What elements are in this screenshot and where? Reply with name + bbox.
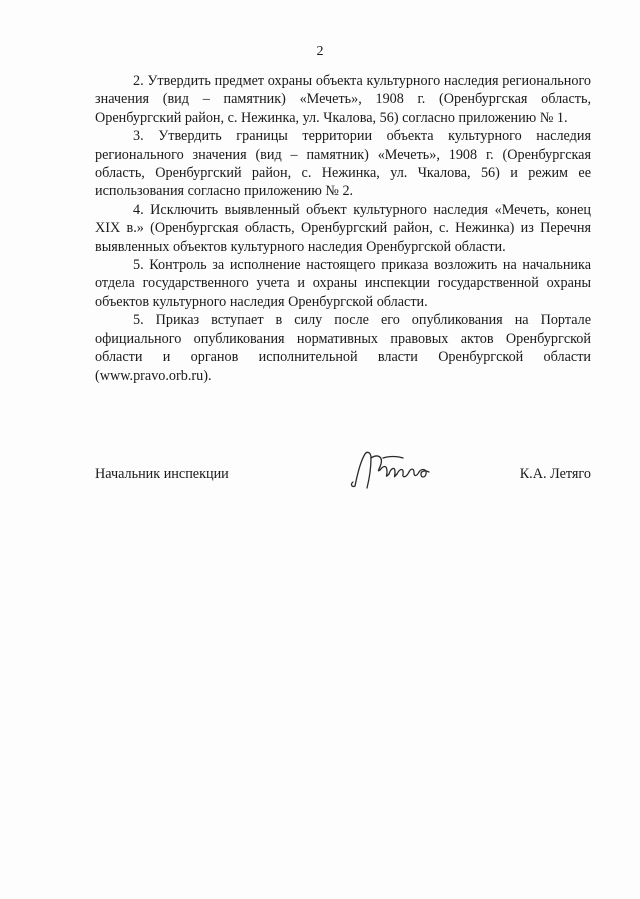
paragraph-item-4: 4. Исключить выявленный объект культурного наследия «Мечеть, конец XIX в.» (Оренбургская область, Оренбургский район, с. Нежинка) из Перечня выявленных объектов культурного наследия Оренбургской области. bbox=[95, 201, 591, 255]
signatory-name: К.А. Летяго bbox=[519, 466, 591, 482]
signatory-position: Начальник инспекции bbox=[95, 466, 229, 482]
paragraph-item-2: 2. Утвердить предмет охраны объекта культурного наследия регионального значения (вид – памятник) «Мечеть», 1908 г. (Оренбургская область, Оренбургский район, с. Нежинка, ул. Чкалова, 56) согласно приложению № 1. bbox=[95, 73, 591, 126]
paragraph-item-5-control: 5. Контроль за исполнение настоящего приказа возложить на начальника отдела государственного учета и охраны инспекции государственной охраны объектов культурного наследия Оренбургской области. bbox=[95, 257, 591, 310]
handwritten-signature bbox=[347, 446, 447, 496]
signature-block bbox=[95, 458, 591, 498]
paragraph-item-5-effective: 5. Приказ вступает в силу после его опубликования на Портале официального опубликования нормативных правовых актов Оренбургской области и органов исполнительной власти Оренбургской области (www.pravo.orb.ru). bbox=[95, 312, 591, 384]
document-body bbox=[95, 72, 591, 385]
page-number: 2 bbox=[316, 44, 324, 59]
paragraph-item-3: 3. Утвердить границы территории объекта культурного наследия регионального значения (вид – памятник) «Мечеть», 1908 г. (Оренбургская область, Оренбургский район, с. Нежинка, ул. Чкалова, 56) и режим ее использования согласно приложению № 2. bbox=[95, 128, 591, 200]
